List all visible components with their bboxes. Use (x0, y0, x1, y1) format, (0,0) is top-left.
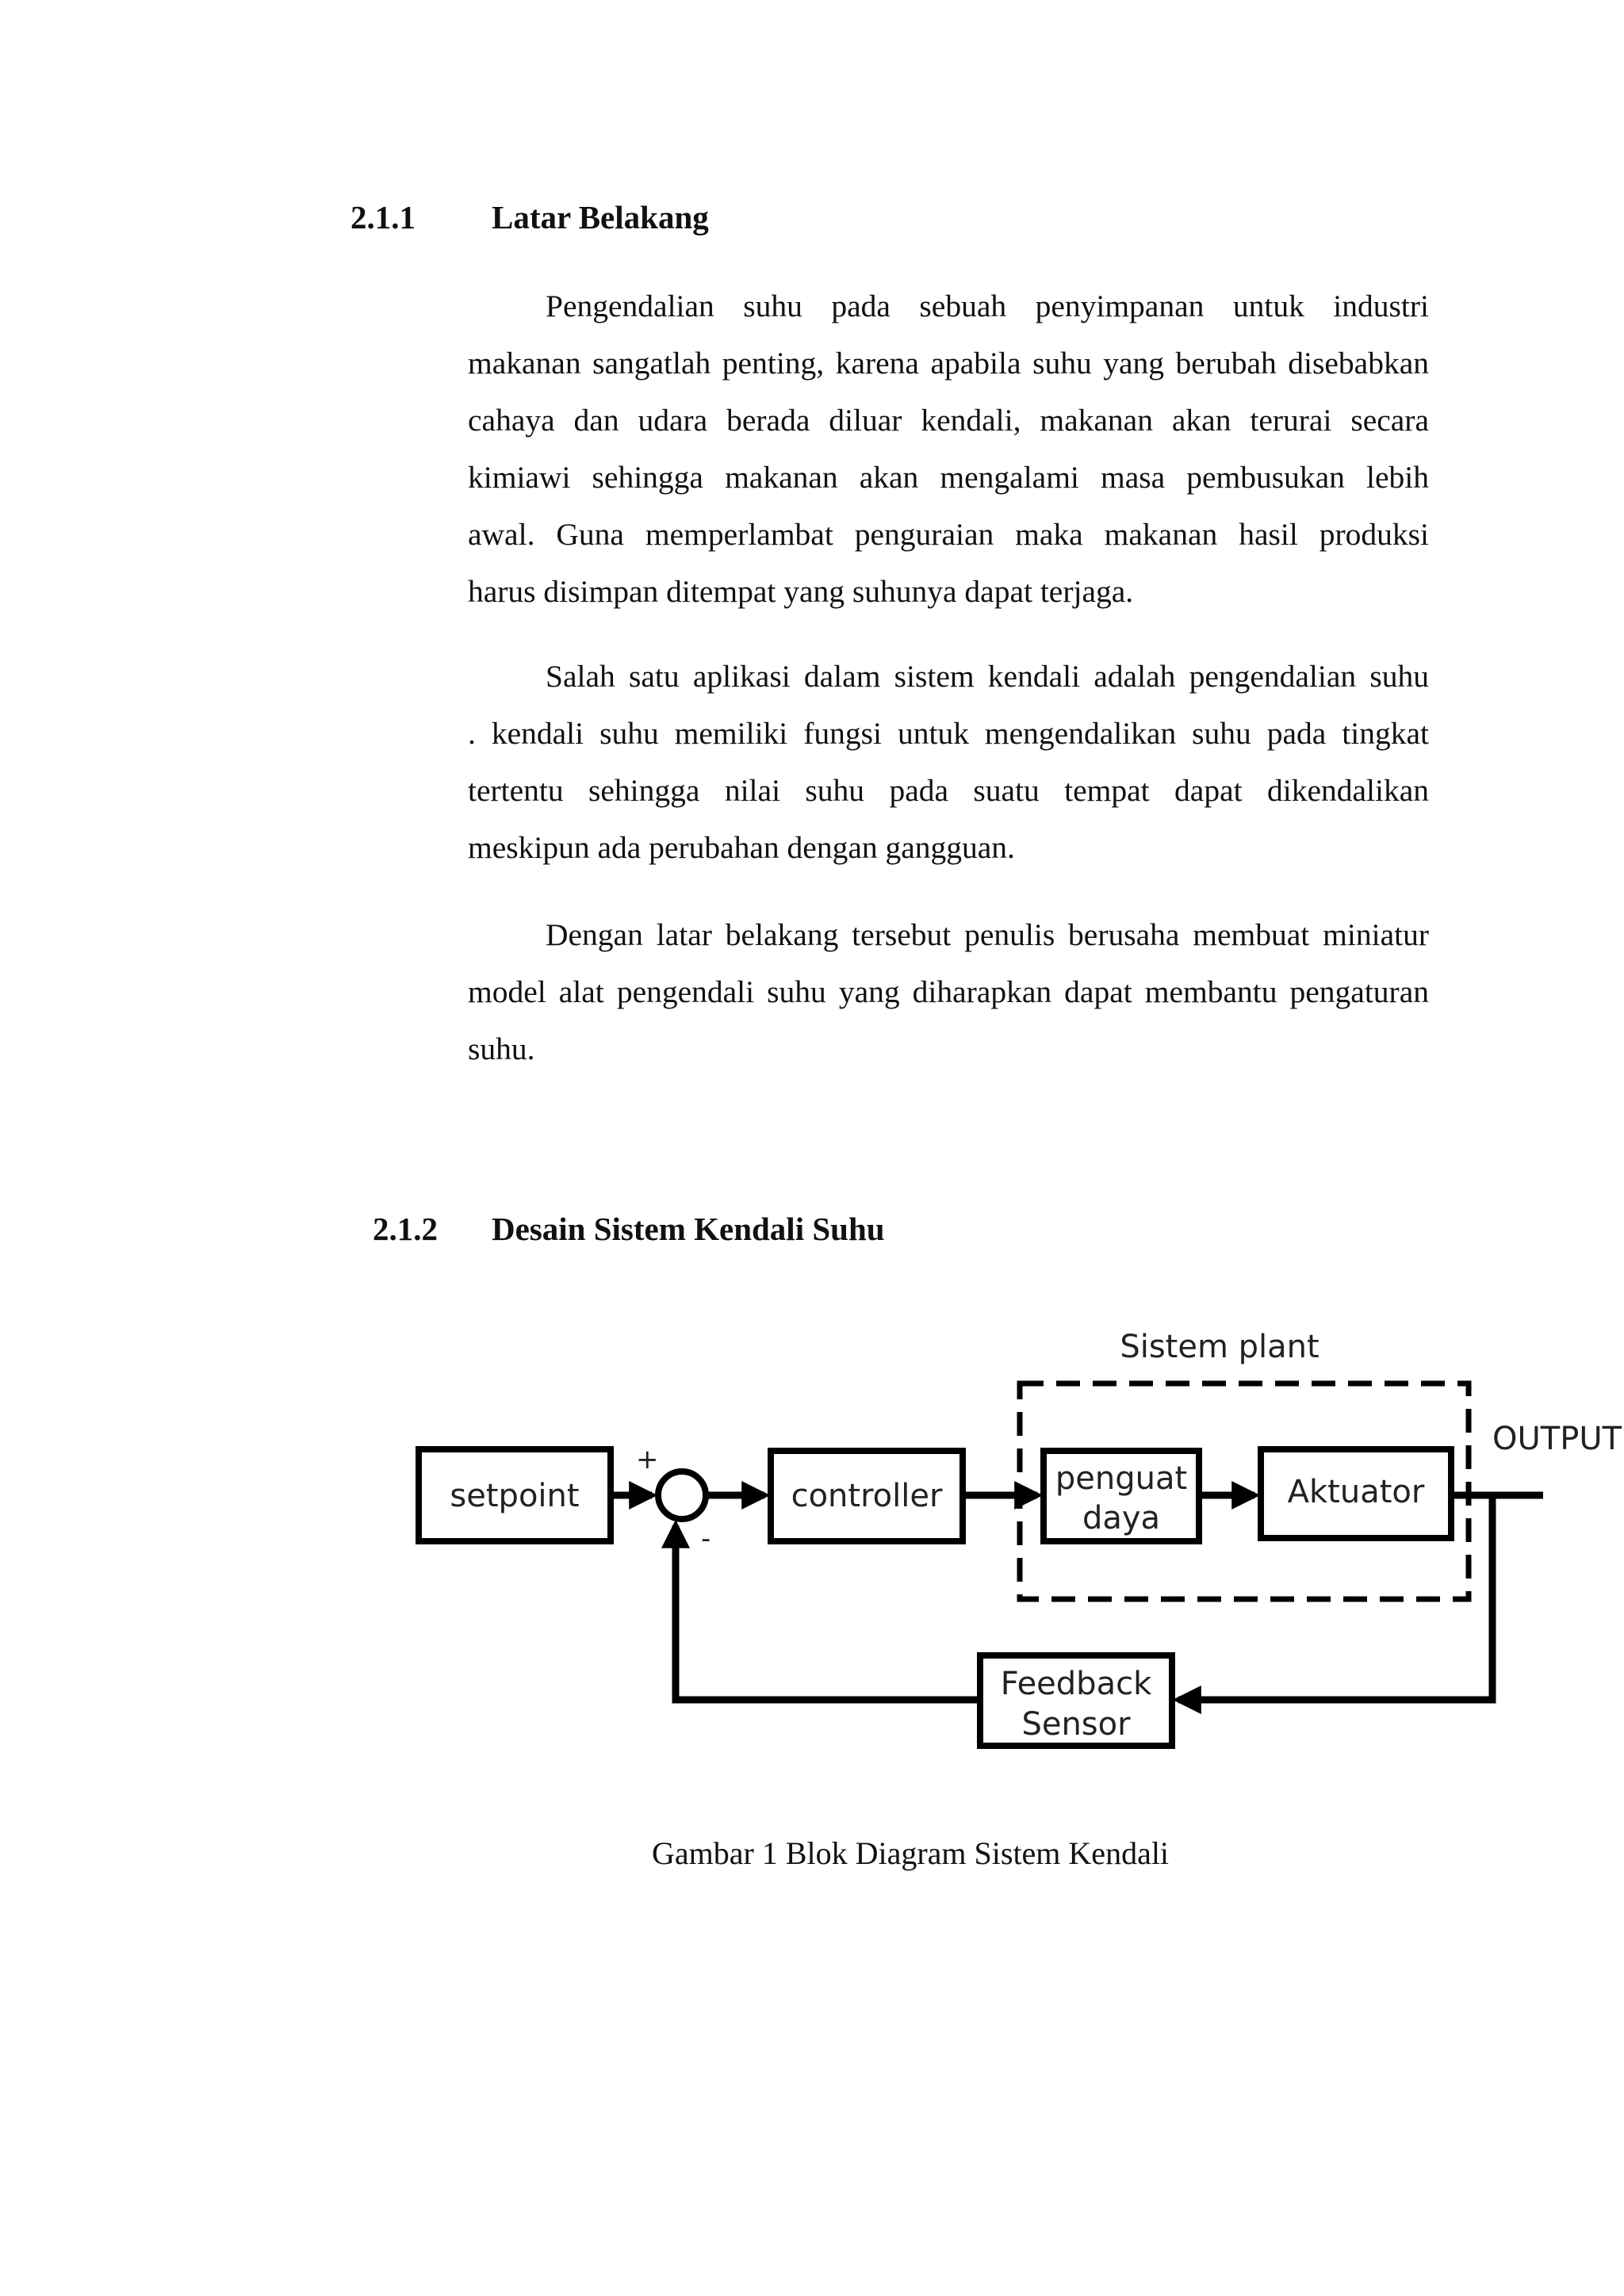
figure-caption: Gambar 1 Blok Diagram Sistem Kendali (651, 1835, 1170, 1871)
section-title: Latar Belakang (492, 199, 709, 235)
minus-sign: - (701, 1523, 711, 1555)
paragraph-line: kimiawi sehingga makanan akan mengalami masa pembusukan lebih (468, 460, 1429, 495)
line-feedback-to-sum (676, 1525, 980, 1700)
paragraph-line: meskipun ada perubahan dengan gangguan. (468, 830, 1015, 865)
paragraph-line: suhu. (468, 1031, 535, 1066)
section-heading-desain (373, 1213, 885, 1246)
controller-label: controller (791, 1478, 943, 1514)
paragraph-line: Salah satu aplikasi dalam sistem kendali adalah pengendalian suhu (546, 659, 1429, 694)
plant-label: Sistem plant (1120, 1329, 1320, 1365)
section-number: 2.1.1 (350, 199, 416, 235)
paragraph-line: harus disimpan ditempat yang suhunya dapat terjaga. (468, 574, 1134, 609)
amplifier-label-line2: daya (1082, 1500, 1161, 1536)
paragraph-line: awal. Guna memperlambat penguraian maka makanan hasil produksi (468, 517, 1429, 552)
paragraph-line: cahaya dan udara berada diluar kendali, makanan akan terurai secara (468, 403, 1429, 438)
output-label: OUTPUT (1492, 1421, 1622, 1457)
feedback-label-line2: Sensor (1021, 1706, 1131, 1743)
plus-sign: + (636, 1444, 659, 1475)
section-number: 2.1.2 (373, 1211, 438, 1247)
paragraph-line: tertentu sehingga nilai suhu pada suatu tempat dapat dikendalikan (468, 773, 1429, 808)
paragraph-line: Dengan latar belakang tersebut penulis berusaha membuat miniatur (546, 917, 1429, 952)
actuator-label: Aktuator (1287, 1474, 1425, 1510)
paragraph-3 (468, 906, 1429, 1077)
block-diagram-svg (396, 1308, 1624, 1776)
setpoint-label: setpoint (450, 1478, 580, 1514)
section-heading-latar-belakang (350, 201, 709, 234)
paragraph-line: makanan sangatlah penting, karena apabila suhu yang berubah disebabkan (468, 346, 1429, 381)
paragraph-1 (468, 277, 1429, 620)
block-diagram (396, 1308, 1624, 1776)
paragraph-2 (468, 648, 1429, 876)
paragraph-line: . kendali suhu memiliki fungsi untuk mengendalikan suhu pada tingkat (468, 716, 1429, 751)
paragraph-line: model alat pengendali suhu yang diharapkan dapat membantu pengaturan (468, 974, 1429, 1009)
section-title: Desain Sistem Kendali Suhu (492, 1211, 885, 1247)
amplifier-label-line1: penguat (1055, 1460, 1188, 1497)
summing-junction (658, 1471, 706, 1519)
feedback-label-line1: Feedback (1000, 1666, 1152, 1702)
paragraph-line: Pengendalian suhu pada sebuah penyimpanan untuk industri (546, 289, 1429, 323)
